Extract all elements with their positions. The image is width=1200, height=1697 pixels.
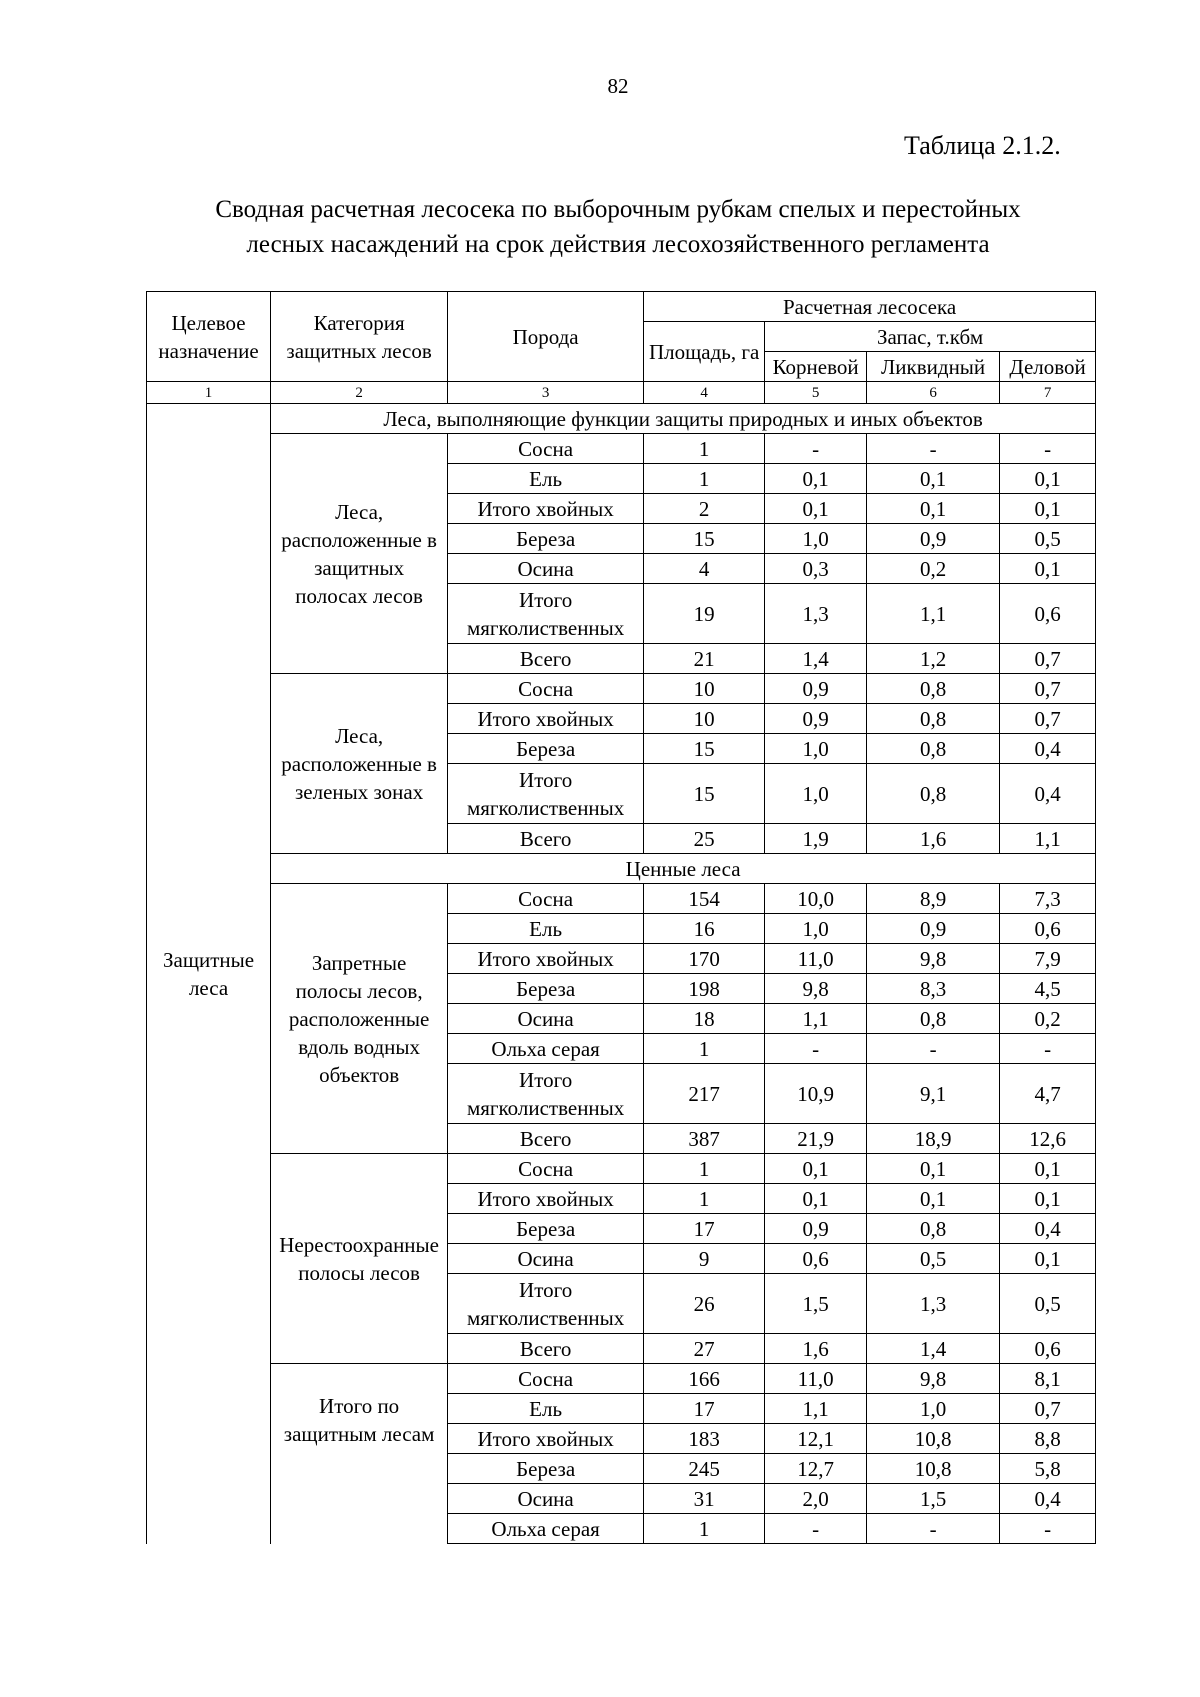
species-cell: Ель	[448, 464, 644, 494]
category-cell: Нерестоохранные полосы лесов	[271, 1154, 448, 1364]
column-number: 2	[271, 382, 448, 404]
area-cell: 21	[644, 644, 765, 674]
liquid-cell: 1,2	[867, 644, 1000, 674]
species-cell: Всего	[448, 1124, 644, 1154]
category-cell: Итого по защитным лесам	[271, 1364, 448, 1544]
root-cell: 0,1	[765, 1154, 867, 1184]
species-cell: Ель	[448, 914, 644, 944]
liquid-cell: 9,1	[867, 1064, 1000, 1124]
business-cell: 8,1	[1000, 1364, 1096, 1394]
area-cell: 4	[644, 554, 765, 584]
species-cell: Сосна	[448, 1154, 644, 1184]
root-cell: -	[765, 1034, 867, 1064]
area-cell: 31	[644, 1484, 765, 1514]
species-cell: Береза	[448, 1214, 644, 1244]
species-cell: Итого хвойных	[448, 1424, 644, 1454]
liquid-cell: 10,8	[867, 1424, 1000, 1454]
liquid-cell: 1,6	[867, 824, 1000, 854]
header-liquid: Ликвидный	[867, 352, 1000, 382]
business-cell: 0,4	[1000, 1484, 1096, 1514]
business-cell: 0,1	[1000, 1184, 1096, 1214]
species-cell: Осина	[448, 1484, 644, 1514]
species-cell: Всего	[448, 824, 644, 854]
business-cell: -	[1000, 434, 1096, 464]
area-cell: 245	[644, 1454, 765, 1484]
liquid-cell: -	[867, 1034, 1000, 1064]
header-category: Категория защитных лесов	[271, 292, 448, 382]
business-cell: -	[1000, 1034, 1096, 1064]
document-title	[0, 192, 1200, 262]
root-cell: 0,9	[765, 1214, 867, 1244]
business-cell: 12,6	[1000, 1124, 1096, 1154]
species-cell: Сосна	[448, 884, 644, 914]
area-cell: 154	[644, 884, 765, 914]
business-cell: 0,6	[1000, 914, 1096, 944]
species-cell: Итого мягколиственных	[448, 764, 644, 824]
root-cell: 1,0	[765, 914, 867, 944]
area-cell: 1	[644, 1184, 765, 1214]
area-cell: 18	[644, 1004, 765, 1034]
species-cell: Сосна	[448, 1364, 644, 1394]
liquid-cell: 0,8	[867, 734, 1000, 764]
liquid-cell: 1,5	[867, 1484, 1000, 1514]
liquid-cell: 1,4	[867, 1334, 1000, 1364]
business-cell: 0,1	[1000, 494, 1096, 524]
root-cell: 1,4	[765, 644, 867, 674]
area-cell: 1	[644, 1034, 765, 1064]
area-cell: 25	[644, 824, 765, 854]
species-cell: Осина	[448, 1244, 644, 1274]
root-cell: 0,9	[765, 704, 867, 734]
title-line: Сводная расчетная лесосека по выборочным рубкам спелых и перестойных	[215, 196, 1021, 223]
liquid-cell: 1,1	[867, 584, 1000, 644]
category-cell: Леса, расположенные в зеленых зонах	[271, 674, 448, 854]
root-cell: 10,9	[765, 1064, 867, 1124]
business-cell: 0,4	[1000, 734, 1096, 764]
liquid-cell: 9,8	[867, 944, 1000, 974]
business-cell: 4,5	[1000, 974, 1096, 1004]
species-cell: Осина	[448, 554, 644, 584]
root-cell: 2,0	[765, 1484, 867, 1514]
liquid-cell: 0,8	[867, 1004, 1000, 1034]
business-cell: 0,1	[1000, 1154, 1096, 1184]
area-cell: 1	[644, 434, 765, 464]
area-cell: 26	[644, 1274, 765, 1334]
liquid-cell: 0,1	[867, 1184, 1000, 1214]
business-cell: 4,7	[1000, 1064, 1096, 1124]
area-cell: 27	[644, 1334, 765, 1364]
table-row	[147, 884, 1096, 914]
liquid-cell: 0,2	[867, 554, 1000, 584]
root-cell: 21,9	[765, 1124, 867, 1154]
root-cell: 1,1	[765, 1004, 867, 1034]
column-number: 5	[765, 382, 867, 404]
area-cell: 1	[644, 1154, 765, 1184]
root-cell: 9,8	[765, 974, 867, 1004]
root-cell: 1,0	[765, 734, 867, 764]
column-number: 7	[1000, 382, 1096, 404]
business-cell: -	[1000, 1514, 1096, 1544]
liquid-cell: 10,8	[867, 1454, 1000, 1484]
business-cell: 0,5	[1000, 524, 1096, 554]
root-cell: 12,7	[765, 1454, 867, 1484]
area-cell: 170	[644, 944, 765, 974]
area-cell: 17	[644, 1394, 765, 1424]
area-cell: 1	[644, 1514, 765, 1544]
header-stock: Запас, т.кбм	[765, 322, 1096, 352]
root-cell: 12,1	[765, 1424, 867, 1454]
area-cell: 166	[644, 1364, 765, 1394]
business-cell: 0,1	[1000, 464, 1096, 494]
area-cell: 15	[644, 524, 765, 554]
root-cell: -	[765, 1514, 867, 1544]
liquid-cell: 18,9	[867, 1124, 1000, 1154]
area-cell: 15	[644, 734, 765, 764]
liquid-cell: 8,3	[867, 974, 1000, 1004]
business-cell: 0,1	[1000, 1244, 1096, 1274]
section-row	[147, 854, 1096, 884]
species-cell: Итого хвойных	[448, 494, 644, 524]
species-cell: Ольха серая	[448, 1514, 644, 1544]
header-purpose: Целевое назначение	[147, 292, 271, 382]
business-cell: 0,1	[1000, 554, 1096, 584]
species-cell: Итого хвойных	[448, 1184, 644, 1214]
species-cell: Береза	[448, 734, 644, 764]
liquid-cell: 0,8	[867, 764, 1000, 824]
root-cell: 1,1	[765, 1394, 867, 1424]
species-cell: Ель	[448, 1394, 644, 1424]
column-number: 4	[644, 382, 765, 404]
liquid-cell: 1,0	[867, 1394, 1000, 1424]
area-cell: 19	[644, 584, 765, 644]
business-cell: 7,9	[1000, 944, 1096, 974]
business-cell: 0,6	[1000, 584, 1096, 644]
species-cell: Итого хвойных	[448, 704, 644, 734]
business-cell: 0,2	[1000, 1004, 1096, 1034]
root-cell: 1,0	[765, 764, 867, 824]
area-cell: 387	[644, 1124, 765, 1154]
root-cell: 0,1	[765, 1184, 867, 1214]
section-header: Леса, выполняющие функции защиты природных и иных объектов	[271, 404, 1096, 434]
root-cell: 11,0	[765, 1364, 867, 1394]
area-cell: 16	[644, 914, 765, 944]
liquid-cell: -	[867, 1514, 1000, 1544]
liquid-cell: -	[867, 434, 1000, 464]
liquid-cell: 0,8	[867, 704, 1000, 734]
root-cell: 0,3	[765, 554, 867, 584]
business-cell: 0,7	[1000, 644, 1096, 674]
page-number: 82	[607, 74, 629, 98]
section-header: Ценные леса	[271, 854, 1096, 884]
liquid-cell: 8,9	[867, 884, 1000, 914]
business-cell: 0,6	[1000, 1334, 1096, 1364]
liquid-cell: 1,3	[867, 1274, 1000, 1334]
area-cell: 10	[644, 704, 765, 734]
area-cell: 217	[644, 1064, 765, 1124]
header-root: Корневой	[765, 352, 867, 382]
title-line: лесных насаждений на срок действия лесохозяйственного регламента	[246, 231, 990, 258]
species-cell: Береза	[448, 974, 644, 1004]
business-cell: 0,7	[1000, 704, 1096, 734]
area-cell: 15	[644, 764, 765, 824]
business-cell: 0,4	[1000, 1214, 1096, 1244]
liquid-cell: 0,8	[867, 1214, 1000, 1244]
liquid-cell: 0,8	[867, 674, 1000, 704]
column-number: 3	[448, 382, 644, 404]
root-cell: 11,0	[765, 944, 867, 974]
section-row	[147, 404, 1096, 434]
category-cell: Запретные полосы лесов, расположенные вдоль водных объектов	[271, 884, 448, 1154]
area-cell: 198	[644, 974, 765, 1004]
species-cell: Всего	[448, 1334, 644, 1364]
table-label: Таблица 2.1.2.	[904, 131, 1061, 160]
liquid-cell: 0,9	[867, 914, 1000, 944]
area-cell: 10	[644, 674, 765, 704]
business-cell: 5,8	[1000, 1454, 1096, 1484]
species-cell: Сосна	[448, 434, 644, 464]
root-cell: 0,1	[765, 494, 867, 524]
species-cell: Итого мягколиственных	[448, 1274, 644, 1334]
header-species: Порода	[448, 292, 644, 382]
header-calculated-cutting: Расчетная лесосека	[644, 292, 1096, 322]
area-cell: 2	[644, 494, 765, 524]
column-number: 6	[867, 382, 1000, 404]
business-cell: 8,8	[1000, 1424, 1096, 1454]
liquid-cell: 0,5	[867, 1244, 1000, 1274]
table-row	[147, 674, 1096, 704]
liquid-cell: 0,9	[867, 524, 1000, 554]
header-area: Площадь, га	[644, 322, 765, 382]
business-cell: 0,4	[1000, 764, 1096, 824]
species-cell: Всего	[448, 644, 644, 674]
liquid-cell: 0,1	[867, 464, 1000, 494]
root-cell: 1,6	[765, 1334, 867, 1364]
area-cell: 17	[644, 1214, 765, 1244]
root-cell: -	[765, 434, 867, 464]
business-cell: 0,5	[1000, 1274, 1096, 1334]
column-number: 1	[147, 382, 271, 404]
table-row	[147, 434, 1096, 464]
header-business: Деловой	[1000, 352, 1096, 382]
root-cell: 1,9	[765, 824, 867, 854]
species-cell: Осина	[448, 1004, 644, 1034]
species-cell: Итого мягколиственных	[448, 584, 644, 644]
species-cell: Ольха серая	[448, 1034, 644, 1064]
category-cell: Леса, расположенные в защитных полосах лесов	[271, 434, 448, 674]
business-cell: 0,7	[1000, 1394, 1096, 1424]
purpose-cell: Защитные леса	[147, 404, 271, 1544]
species-cell: Сосна	[448, 674, 644, 704]
table-row	[147, 1154, 1096, 1184]
root-cell: 10,0	[765, 884, 867, 914]
area-cell: 183	[644, 1424, 765, 1454]
root-cell: 0,1	[765, 464, 867, 494]
root-cell: 0,9	[765, 674, 867, 704]
species-cell: Итого хвойных	[448, 944, 644, 974]
root-cell: 1,3	[765, 584, 867, 644]
root-cell: 0,6	[765, 1244, 867, 1274]
liquid-cell: 9,8	[867, 1364, 1000, 1394]
calculated-cutting-table	[146, 291, 1096, 1544]
root-cell: 1,0	[765, 524, 867, 554]
liquid-cell: 0,1	[867, 1154, 1000, 1184]
area-cell: 1	[644, 464, 765, 494]
area-cell: 9	[644, 1244, 765, 1274]
species-cell: Береза	[448, 524, 644, 554]
business-cell: 0,7	[1000, 674, 1096, 704]
business-cell: 7,3	[1000, 884, 1096, 914]
liquid-cell: 0,1	[867, 494, 1000, 524]
species-cell: Итого мягколиственных	[448, 1064, 644, 1124]
table-row	[147, 1364, 1096, 1394]
species-cell: Береза	[448, 1454, 644, 1484]
business-cell: 1,1	[1000, 824, 1096, 854]
root-cell: 1,5	[765, 1274, 867, 1334]
